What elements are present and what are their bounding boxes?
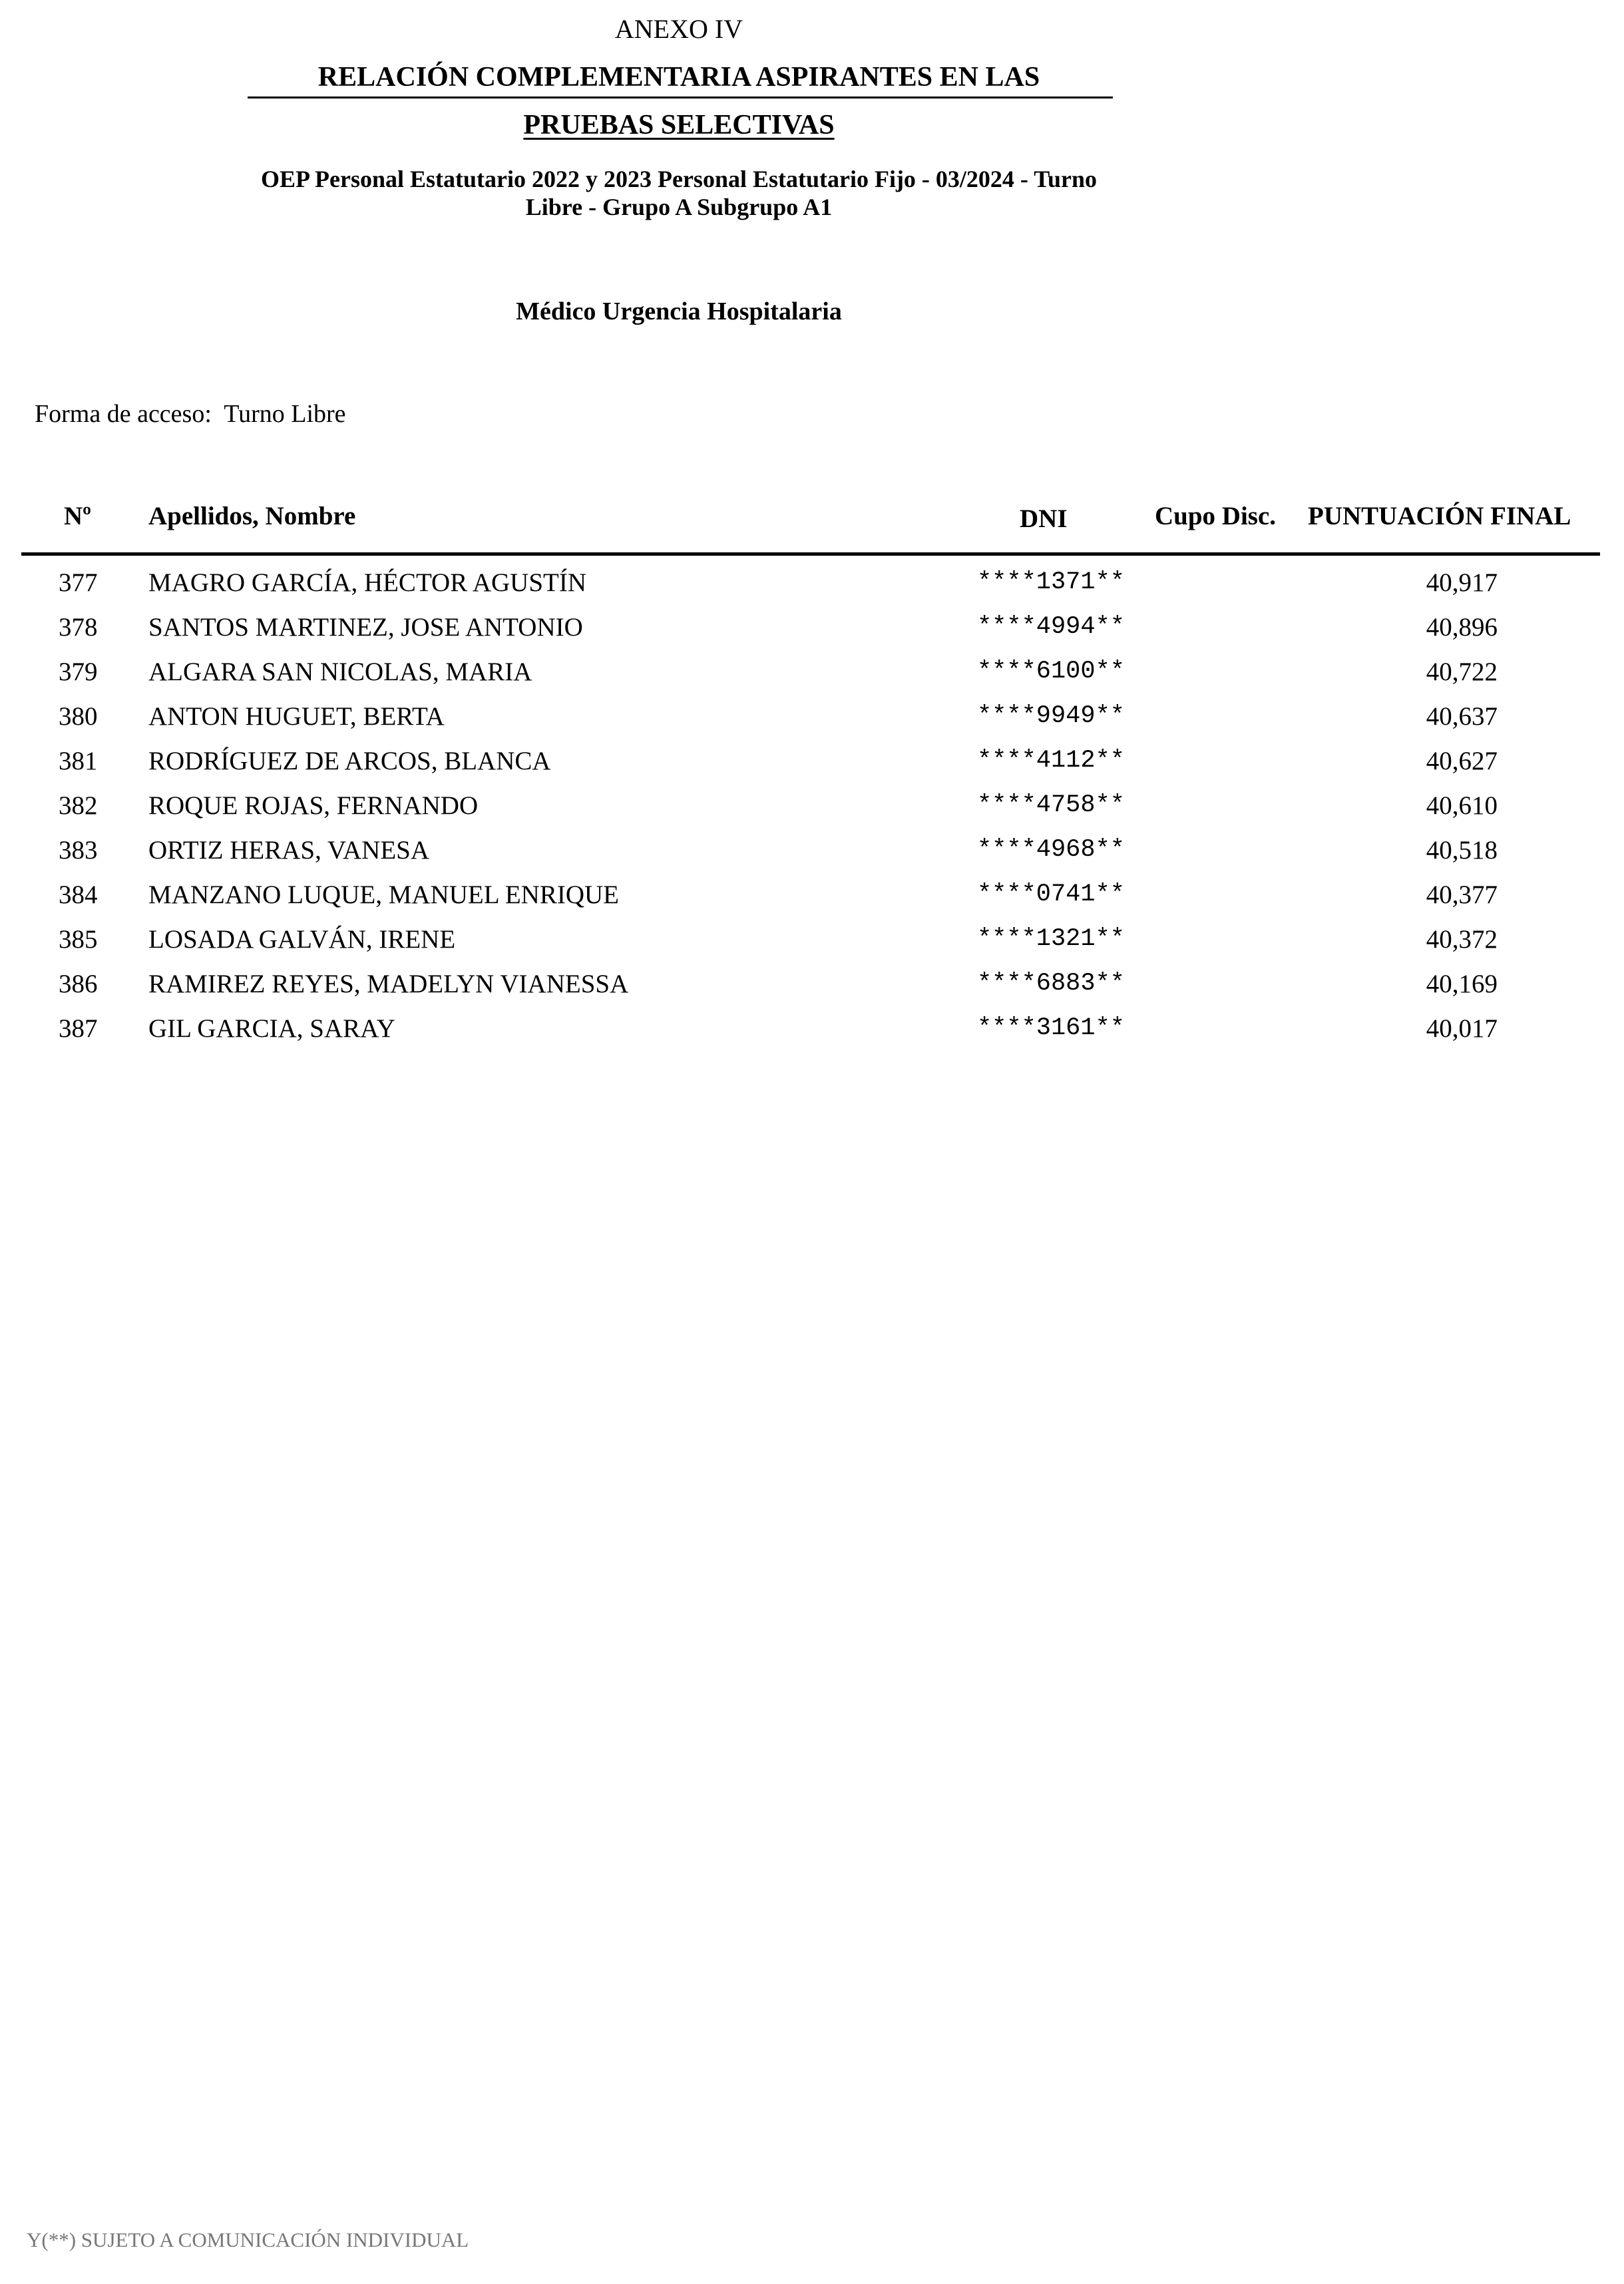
table-row: [0, 650, 1624, 694]
cell-score: 40,722: [1426, 658, 1498, 686]
specialty-heading: Médico Urgencia Hospitalaria: [516, 297, 842, 325]
column-header-number: Nº: [64, 502, 92, 530]
cell-dni: ****3161**: [976, 1014, 1125, 1042]
cell-number: 386: [59, 970, 98, 998]
table-row: [0, 872, 1624, 917]
column-header-dni: DNI: [1020, 504, 1068, 533]
cell-dni: ****6883**: [976, 970, 1125, 998]
cell-name: RODRÍGUEZ DE ARCOS, BLANCA: [148, 747, 551, 775]
column-header-score: PUNTUACIÓN FINAL: [1308, 502, 1571, 530]
document-title: RELACIÓN COMPLEMENTARIA ASPIRANTES EN LAS: [317, 62, 1040, 93]
cell-name: GIL GARCIA, SARAY: [148, 1014, 395, 1043]
call-description-line-1: OEP Personal Estatutario 2022 y 2023 Personal Estatutario Fijo - 03/2024 - Turno: [261, 166, 1097, 192]
cell-dni: ****0741**: [976, 880, 1125, 908]
cell-score: 40,017: [1426, 1014, 1498, 1043]
table-row: [0, 783, 1624, 828]
table-header-divider: [21, 552, 1600, 556]
call-description-line-2: Libre - Grupo A Subgrupo A1: [525, 194, 833, 220]
column-header-name: Apellidos, Nombre: [148, 502, 356, 530]
cell-number: 377: [59, 568, 98, 597]
cell-score: 40,896: [1426, 613, 1498, 642]
cell-dni: ****6100**: [976, 658, 1125, 685]
cell-dni: ****4994**: [976, 613, 1125, 641]
table-row: [0, 962, 1624, 1006]
results-table-body: [0, 560, 1624, 1051]
access-mode-value: Turno Libre: [224, 400, 346, 428]
cell-number: 380: [59, 702, 98, 731]
cell-score: 40,377: [1426, 880, 1498, 909]
cell-score: 40,610: [1426, 791, 1498, 820]
cell-number: 382: [59, 791, 98, 820]
column-header-cupo: Cupo Disc.: [1155, 502, 1277, 530]
cell-name: RAMIREZ REYES, MADELYN VIANESSA: [148, 970, 629, 998]
cell-score: 40,169: [1426, 970, 1498, 998]
title-divider: [248, 96, 1113, 98]
document-title-continued: PRUEBAS SELECTIVAS: [523, 110, 835, 140]
cell-name: SANTOS MARTINEZ, JOSE ANTONIO: [148, 613, 583, 642]
cell-name: ROQUE ROJAS, FERNANDO: [148, 791, 479, 820]
cell-number: 385: [59, 925, 98, 954]
table-row: [0, 739, 1624, 783]
cell-name: ANTON HUGUET, BERTA: [148, 702, 445, 731]
cell-name: ORTIZ HERAS, VANESA: [148, 836, 430, 864]
cell-dni: ****4968**: [976, 836, 1125, 864]
annex-label: ANEXO IV: [614, 14, 743, 44]
cell-number: 378: [59, 613, 98, 642]
table-row: [0, 917, 1624, 962]
cell-number: 379: [59, 658, 98, 686]
cell-dni: ****9949**: [976, 702, 1125, 730]
table-row: [0, 828, 1624, 872]
cell-dni: ****4758**: [976, 791, 1125, 819]
cell-name: MAGRO GARCÍA, HÉCTOR AGUSTÍN: [148, 568, 586, 597]
cell-name: LOSADA GALVÁN, IRENE: [148, 925, 456, 954]
table-row: [0, 560, 1624, 605]
cell-number: 383: [59, 836, 98, 864]
footer-note: Y(**) SUJETO A COMUNICACIÓN INDIVIDUAL: [27, 2228, 469, 2251]
cell-number: 381: [59, 747, 98, 775]
access-mode-label: Forma de acceso:: [35, 400, 212, 428]
cell-name: ALGARA SAN NICOLAS, MARIA: [148, 658, 532, 686]
cell-dni: ****1371**: [976, 568, 1125, 596]
cell-dni: ****4112**: [976, 747, 1125, 775]
table-row: [0, 605, 1624, 650]
cell-number: 384: [59, 880, 98, 909]
table-row: [0, 694, 1624, 739]
cell-score: 40,637: [1426, 702, 1498, 731]
cell-score: 40,917: [1426, 568, 1498, 597]
cell-number: 387: [59, 1014, 98, 1043]
cell-score: 40,627: [1426, 747, 1498, 775]
access-mode: [35, 399, 346, 429]
cell-dni: ****1321**: [976, 925, 1125, 953]
table-row: [0, 1006, 1624, 1051]
cell-score: 40,518: [1426, 836, 1498, 864]
call-description: [0, 165, 1358, 221]
cell-score: 40,372: [1426, 925, 1498, 954]
cell-name: MANZANO LUQUE, MANUEL ENRIQUE: [148, 880, 619, 909]
